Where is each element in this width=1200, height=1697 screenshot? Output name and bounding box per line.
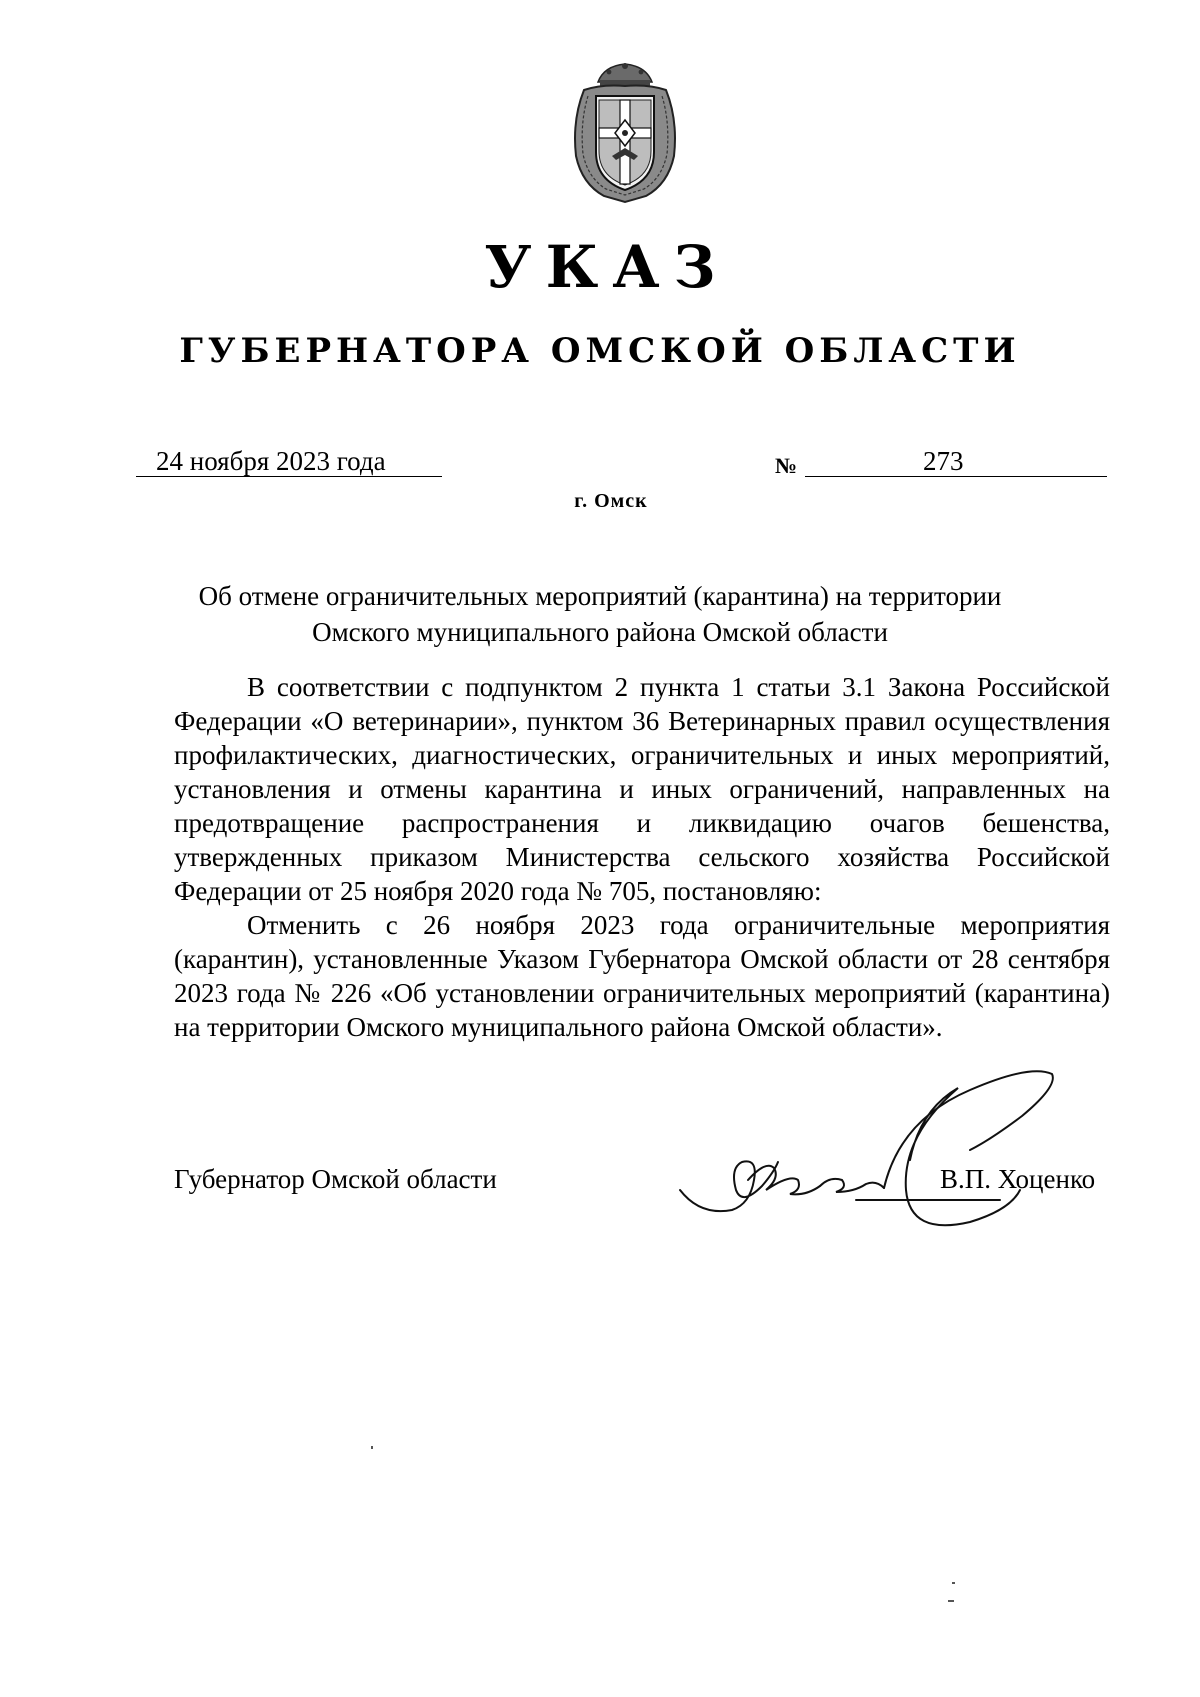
handwritten-signature-icon — [670, 1040, 1110, 1230]
document-body — [174, 670, 1110, 1044]
signer-name: В.П. Хоценко — [940, 1164, 1096, 1194]
issue-city: г. Омск — [574, 490, 648, 512]
signer-position: Губернатор Омской области — [174, 1164, 497, 1194]
document-subject — [0, 578, 1200, 650]
scan-speck — [952, 1582, 955, 1584]
document-number-field — [805, 446, 1107, 477]
body-paragraph: Отменить с 26 ноября 2023 года ограничительные мероприятия (карантин), установленные Указом Губернатора Омской области от 28 сентября 2023 года № 226 «Об установлении ограничительных мероприятий (карантина) на территории Омского муниципального района Омской области». — [174, 910, 1110, 1042]
document-date-field — [136, 446, 442, 477]
document-subject-line-1: Об отмене ограничительных мероприятий (карантина) на территории — [198, 581, 1002, 611]
number-label: № — [775, 453, 798, 478]
document-type-title: УКАЗ — [484, 233, 730, 301]
document-subject-line-2: Омского муниципального района Омской области — [312, 617, 888, 647]
body-paragraph: В соответствии с подпунктом 2 пункта 1 статьи 3.1 Закона Российской Федерации «О ветеринарии», пунктом 36 Ветеринарных правил осуществления профилактических, диагностических, ограничительных и иных мероприятий, установления и отмены карантина и иных ограничений, направленных на предотвращение распространения и ликвидацию очагов бешенства, утвержденных приказом Министерства сельского хозяйства Российской Федерации от 25 ноября 2020 года № 705, постановляю: — [174, 672, 1110, 906]
document-number: 273 — [923, 446, 964, 476]
document-date: 24 ноября 2023 года — [156, 446, 386, 476]
scan-speck — [948, 1600, 954, 1602]
scan-speck — [371, 1446, 373, 1449]
omsk-coat-of-arms-icon — [564, 60, 686, 204]
issuer-title: ГУБЕРНАТОРА ОМСКОЙ ОБЛАСТИ — [179, 331, 1021, 371]
